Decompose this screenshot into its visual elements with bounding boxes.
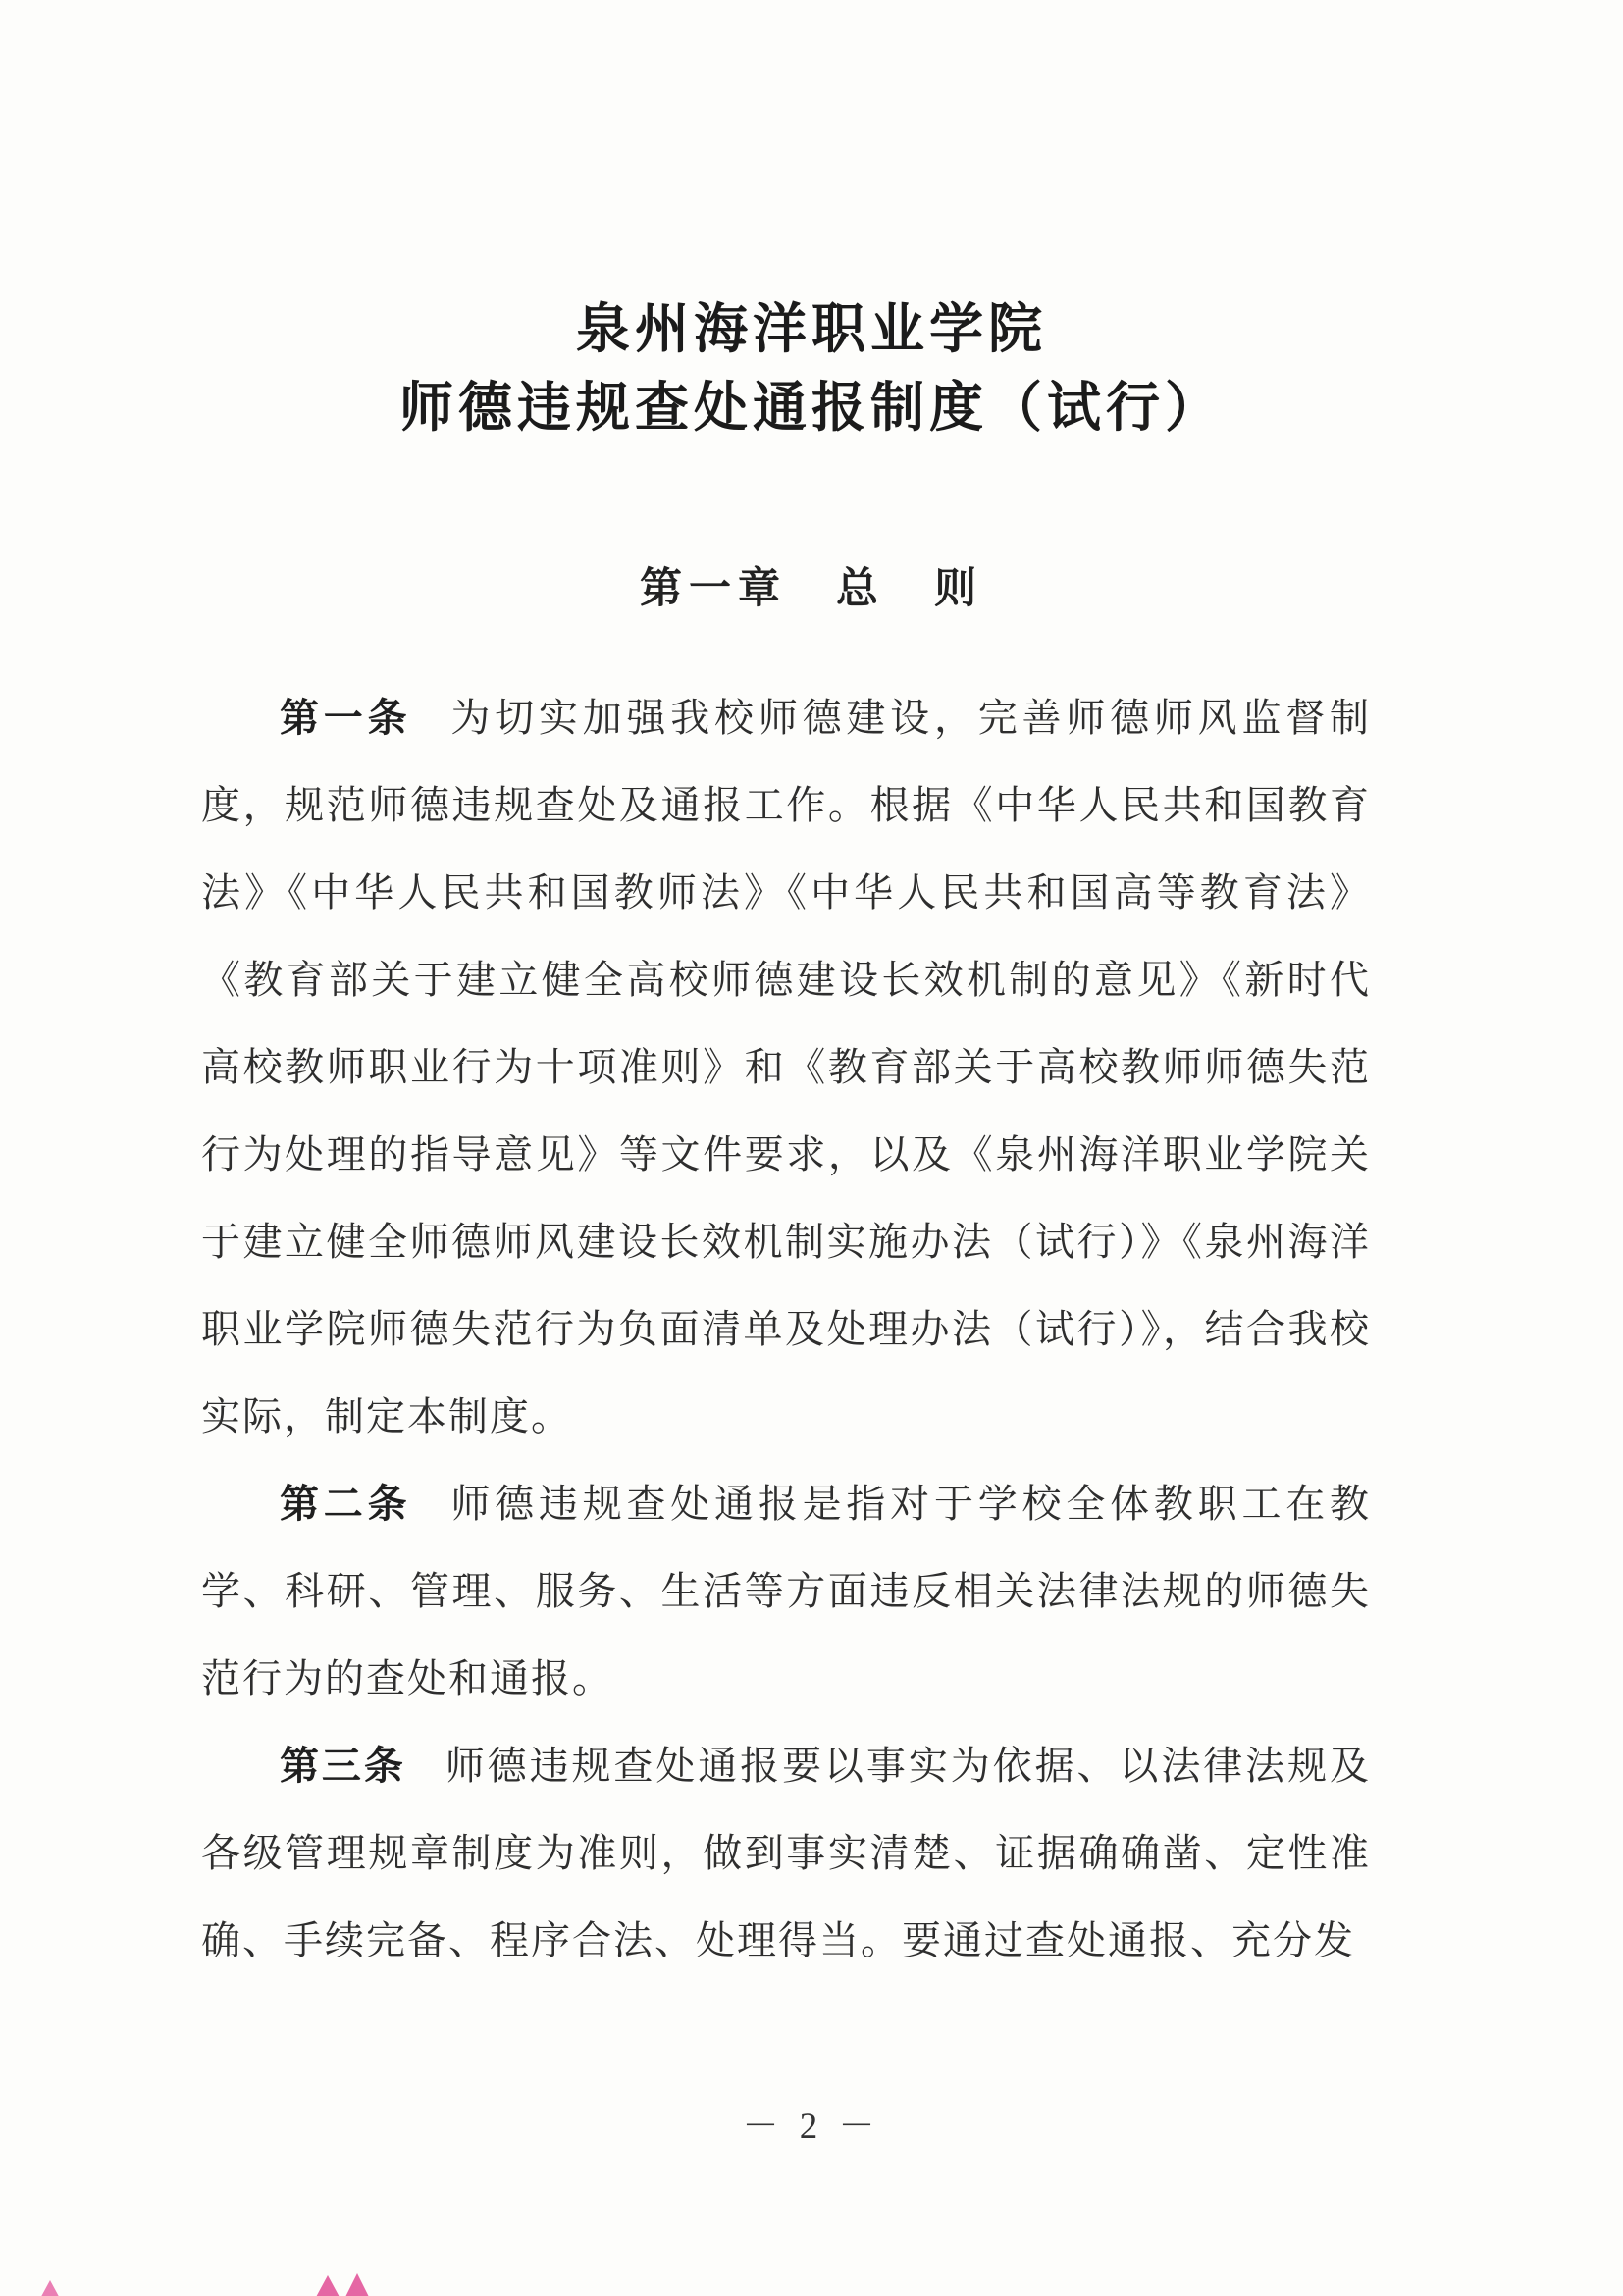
article-1 [201, 674, 1371, 1460]
document-title-block [0, 0, 1623, 447]
document-title-line2: 师德违规查处通报制度（试行） [398, 378, 1224, 438]
article-2-text: 师德违规查处通报是指对于学校全体教职工在教学、科研、管理、服务、生活等方面违反相关法律法规的师德失范行为的查处和通报。 [201, 1482, 1372, 1700]
page-number: － 2 － [742, 2107, 881, 2147]
article-2-number: 第二条 [280, 1482, 412, 1526]
article-3-number: 第三条 [280, 1744, 406, 1788]
article-3 [201, 1722, 1371, 1984]
article-2 [201, 1460, 1371, 1722]
document-body [201, 674, 1371, 1984]
article-1-text: 为切实加强我校师德建设，完善师德师风监督制度，规范师德违规查处及通报工作。根据《中华人民共和国教育法》《中华人民共和国教师法》《中华人民共和国高等教育法》《教育部关于建立健全高校师德建设长效机制的意见》《新时代高校教师职业行为十项准则》和《教育部关于高校教师师德失范行为处理的指导意见》等文件要求，以及《泉州海洋职业学院关于建立健全师德师风建设长效机制实施办法（试行）》《泉州海洋职业学院师德失范行为负面清单及处理办法（试行）》，结合我校实际，制定本制度。 [201, 696, 1372, 1438]
pink-scan-mark [37, 2280, 63, 2296]
article-1-number: 第一条 [280, 696, 412, 740]
chapter-heading: 第一章 总 则 [640, 566, 983, 612]
article-3-text: 师德违规查处通报要以事实为依据、以法律法规及各级管理规章制度为准则，做到事实清楚、证据确确凿、定性准确、手续完备、程序合法、处理得当。要通过查处通报、充分发 [201, 1744, 1371, 1962]
document-title-line1: 泉州海洋职业学院 [575, 299, 1047, 359]
pink-scan-mark [315, 2275, 340, 2296]
pink-scan-mark [344, 2273, 370, 2296]
